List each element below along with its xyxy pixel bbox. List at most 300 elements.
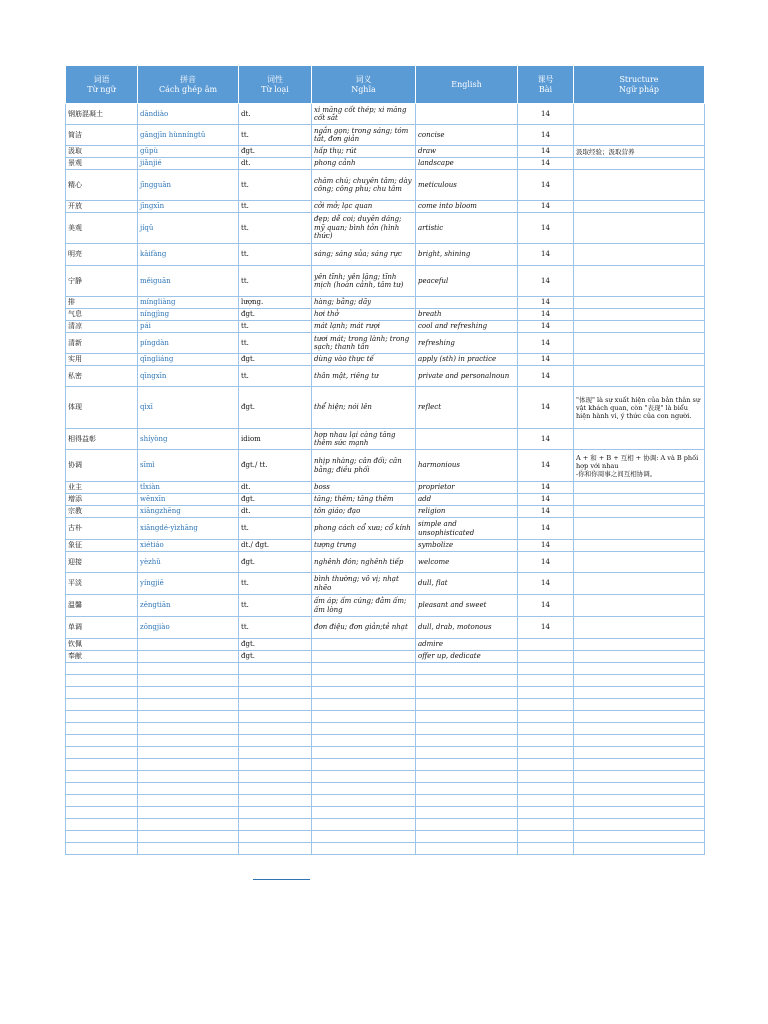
- cell-grammar[interactable]: [574, 125, 705, 146]
- cell-grammar[interactable]: [574, 552, 705, 573]
- cell-meaning[interactable]: tươi mát; trong lành; trong sạch; thanh tân: [312, 333, 416, 354]
- cell-word-type[interactable]: đgt.: [239, 354, 312, 366]
- cell-word-type[interactable]: tt.: [239, 213, 312, 244]
- empty-cell[interactable]: [138, 687, 239, 699]
- cell-lesson[interactable]: 14: [518, 297, 574, 309]
- cell-grammar[interactable]: [574, 297, 705, 309]
- empty-cell[interactable]: [518, 675, 574, 687]
- cell-pinyin[interactable]: xiāngdé-yìzhāng: [138, 518, 239, 540]
- cell-word[interactable]: 精心: [66, 170, 138, 201]
- empty-cell[interactable]: [574, 843, 705, 855]
- header-pinyin[interactable]: 拼音 Cách ghép âm: [138, 66, 239, 104]
- empty-cell[interactable]: [239, 711, 312, 723]
- cell-word[interactable]: 钢筋混凝土: [66, 104, 138, 125]
- cell-word[interactable]: 气息: [66, 309, 138, 321]
- cell-lesson[interactable]: 14: [518, 201, 574, 213]
- empty-cell[interactable]: [66, 807, 138, 819]
- empty-cell[interactable]: [518, 771, 574, 783]
- cell-lesson[interactable]: 14: [518, 429, 574, 450]
- cell-grammar[interactable]: [574, 213, 705, 244]
- cell-word-type[interactable]: đgt./ tt.: [239, 450, 312, 482]
- cell-grammar[interactable]: [574, 158, 705, 170]
- empty-cell[interactable]: [518, 843, 574, 855]
- empty-cell[interactable]: [138, 735, 239, 747]
- empty-cell[interactable]: [138, 807, 239, 819]
- cell-meaning[interactable]: đơn điệu; đơn giản;tẻ nhạt: [312, 617, 416, 639]
- cell-english[interactable]: add: [416, 494, 518, 506]
- empty-cell[interactable]: [518, 687, 574, 699]
- cell-lesson[interactable]: 14: [518, 244, 574, 266]
- empty-cell[interactable]: [239, 735, 312, 747]
- empty-cell[interactable]: [66, 687, 138, 699]
- cell-english[interactable]: offer up, dedicate: [416, 651, 518, 663]
- cell-word[interactable]: 奉献: [66, 651, 138, 663]
- cell-lesson[interactable]: 14: [518, 125, 574, 146]
- cell-pinyin[interactable]: qīngxīn: [138, 366, 239, 387]
- cell-lesson[interactable]: 14: [518, 540, 574, 552]
- empty-cell[interactable]: [138, 747, 239, 759]
- cell-lesson[interactable]: 14: [518, 482, 574, 494]
- cell-word[interactable]: 排: [66, 297, 138, 309]
- cell-word-type[interactable]: idiom: [239, 429, 312, 450]
- cell-english[interactable]: breath: [416, 309, 518, 321]
- cell-word-type[interactable]: tt.: [239, 201, 312, 213]
- cell-pinyin[interactable]: zēngtiān: [138, 595, 239, 617]
- cell-pinyin[interactable]: níngjìng: [138, 309, 239, 321]
- cell-english[interactable]: proprietor: [416, 482, 518, 494]
- cell-grammar[interactable]: "体现" là sự xuất hiện của bản thân sự vật khách quan, còn "表现" là biểu hiện hành vi, ý thức của con người.: [574, 387, 705, 429]
- cell-grammar[interactable]: [574, 651, 705, 663]
- empty-cell[interactable]: [66, 723, 138, 735]
- cell-meaning[interactable]: dùng vào thực tế: [312, 354, 416, 366]
- empty-cell[interactable]: [416, 843, 518, 855]
- cell-grammar[interactable]: [574, 201, 705, 213]
- cell-english[interactable]: welcome: [416, 552, 518, 573]
- empty-cell[interactable]: [138, 771, 239, 783]
- cell-meaning[interactable]: chăm chú; chuyên tâm; dày công; công phu; chu tâm: [312, 170, 416, 201]
- cell-meaning[interactable]: phong cách cổ xưa; cổ kính: [312, 518, 416, 540]
- cell-word[interactable]: 清新: [66, 333, 138, 354]
- cell-grammar[interactable]: [574, 309, 705, 321]
- empty-cell[interactable]: [66, 831, 138, 843]
- empty-cell[interactable]: [416, 675, 518, 687]
- cell-pinyin[interactable]: pái: [138, 321, 239, 333]
- cell-meaning[interactable]: ngắn gọn; trong sáng; tóm tắt, đơn giản: [312, 125, 416, 146]
- cell-word[interactable]: 单调: [66, 617, 138, 639]
- empty-cell[interactable]: [416, 663, 518, 675]
- empty-cell[interactable]: [518, 831, 574, 843]
- empty-cell[interactable]: [138, 783, 239, 795]
- cell-word-type[interactable]: lượng.: [239, 297, 312, 309]
- cell-lesson[interactable]: 14: [518, 595, 574, 617]
- cell-pinyin[interactable]: měiguān: [138, 266, 239, 297]
- empty-cell[interactable]: [66, 795, 138, 807]
- cell-pinyin[interactable]: wēnxīn: [138, 494, 239, 506]
- cell-pinyin[interactable]: kāifàng: [138, 244, 239, 266]
- empty-cell[interactable]: [239, 675, 312, 687]
- cell-word[interactable]: 相得益彰: [66, 429, 138, 450]
- cell-lesson[interactable]: 14: [518, 518, 574, 540]
- cell-pinyin[interactable]: yèzhǔ: [138, 552, 239, 573]
- cell-word-type[interactable]: dt.: [239, 158, 312, 170]
- cell-lesson[interactable]: 14: [518, 104, 574, 125]
- cell-pinyin[interactable]: xiāngzhēng: [138, 506, 239, 518]
- cell-lesson[interactable]: 14: [518, 354, 574, 366]
- empty-cell[interactable]: [518, 663, 574, 675]
- empty-cell[interactable]: [574, 723, 705, 735]
- empty-cell[interactable]: [239, 843, 312, 855]
- cell-english[interactable]: reflect: [416, 387, 518, 429]
- cell-word-type[interactable]: đgt.: [239, 552, 312, 573]
- cell-grammar[interactable]: [574, 366, 705, 387]
- empty-cell[interactable]: [138, 675, 239, 687]
- cell-word-type[interactable]: dt./ đgt.: [239, 540, 312, 552]
- empty-cell[interactable]: [312, 831, 416, 843]
- cell-meaning[interactable]: tượng trưng: [312, 540, 416, 552]
- empty-cell[interactable]: [138, 723, 239, 735]
- empty-cell[interactable]: [66, 747, 138, 759]
- cell-lesson[interactable]: 14: [518, 366, 574, 387]
- cell-grammar[interactable]: [574, 429, 705, 450]
- cell-meaning[interactable]: thể hiện; nói lên: [312, 387, 416, 429]
- cell-lesson[interactable]: 14: [518, 573, 574, 595]
- empty-cell[interactable]: [416, 687, 518, 699]
- empty-cell[interactable]: [312, 747, 416, 759]
- cell-word-type[interactable]: tt.: [239, 244, 312, 266]
- cell-lesson[interactable]: 14: [518, 158, 574, 170]
- cell-lesson[interactable]: 14: [518, 213, 574, 244]
- empty-cell[interactable]: [312, 771, 416, 783]
- cell-word-type[interactable]: tt.: [239, 595, 312, 617]
- empty-cell[interactable]: [138, 795, 239, 807]
- cell-grammar[interactable]: [574, 244, 705, 266]
- cell-grammar[interactable]: [574, 617, 705, 639]
- empty-cell[interactable]: [239, 831, 312, 843]
- cell-meaning[interactable]: đẹp; dễ coi; duyên dáng; mỹ quan; bình tỏn (hình thức): [312, 213, 416, 244]
- cell-word[interactable]: 平淡: [66, 573, 138, 595]
- cell-lesson[interactable]: 14: [518, 494, 574, 506]
- cell-pinyin[interactable]: píngdàn: [138, 333, 239, 354]
- cell-english[interactable]: [416, 429, 518, 450]
- cell-word-type[interactable]: tt.: [239, 170, 312, 201]
- cell-grammar[interactable]: [574, 518, 705, 540]
- empty-cell[interactable]: [574, 831, 705, 843]
- empty-cell[interactable]: [574, 675, 705, 687]
- cell-meaning[interactable]: mát lạnh; mát rượi: [312, 321, 416, 333]
- cell-english[interactable]: cool and refreshing: [416, 321, 518, 333]
- empty-cell[interactable]: [416, 795, 518, 807]
- cell-lesson[interactable]: 14: [518, 266, 574, 297]
- cell-word[interactable]: 温馨: [66, 595, 138, 617]
- empty-cell[interactable]: [239, 663, 312, 675]
- cell-grammar[interactable]: [574, 595, 705, 617]
- cell-word-type[interactable]: dt.: [239, 506, 312, 518]
- cell-meaning[interactable]: sáng; sáng sủa; sáng rực: [312, 244, 416, 266]
- cell-word[interactable]: 迎接: [66, 552, 138, 573]
- cell-english[interactable]: harmonious: [416, 450, 518, 482]
- cell-word[interactable]: 象征: [66, 540, 138, 552]
- cell-word-type[interactable]: tt.: [239, 573, 312, 595]
- cell-pinyin[interactable]: jíqǔ: [138, 213, 239, 244]
- cell-english[interactable]: [416, 297, 518, 309]
- empty-cell[interactable]: [416, 831, 518, 843]
- cell-word-type[interactable]: tt.: [239, 333, 312, 354]
- cell-pinyin[interactable]: jīngguān: [138, 170, 239, 201]
- cell-word[interactable]: 增添: [66, 494, 138, 506]
- cell-word[interactable]: 明亮: [66, 244, 138, 266]
- empty-cell[interactable]: [239, 771, 312, 783]
- cell-meaning[interactable]: xi măng cốt thép; xi măng cốt sắt: [312, 104, 416, 125]
- cell-meaning[interactable]: nhịp nhàng; cân đối; cân bằng; điều phối: [312, 450, 416, 482]
- empty-cell[interactable]: [66, 759, 138, 771]
- empty-cell[interactable]: [574, 663, 705, 675]
- cell-word[interactable]: 体现: [66, 387, 138, 429]
- cell-grammar[interactable]: [574, 639, 705, 651]
- empty-cell[interactable]: [416, 783, 518, 795]
- empty-cell[interactable]: [416, 807, 518, 819]
- cell-word-type[interactable]: đgt.: [239, 309, 312, 321]
- cell-grammar[interactable]: [574, 506, 705, 518]
- cell-meaning[interactable]: hơi thở: [312, 309, 416, 321]
- cell-grammar[interactable]: 汲取经验；汲取营养: [574, 146, 705, 158]
- empty-cell[interactable]: [416, 735, 518, 747]
- cell-word-type[interactable]: đgt.: [239, 639, 312, 651]
- cell-grammar[interactable]: [574, 482, 705, 494]
- cell-meaning[interactable]: hợp nhau lại càng tăng thêm sức mạnh: [312, 429, 416, 450]
- cell-meaning[interactable]: cởi mở; lạc quan: [312, 201, 416, 213]
- cell-pinyin[interactable]: qīngliáng: [138, 354, 239, 366]
- cell-meaning[interactable]: thân mật, riêng tư: [312, 366, 416, 387]
- empty-cell[interactable]: [416, 819, 518, 831]
- empty-cell[interactable]: [312, 819, 416, 831]
- cell-english[interactable]: symbolize: [416, 540, 518, 552]
- cell-lesson[interactable]: 14: [518, 170, 574, 201]
- empty-cell[interactable]: [574, 699, 705, 711]
- empty-cell[interactable]: [239, 807, 312, 819]
- cell-pinyin[interactable]: [138, 639, 239, 651]
- empty-cell[interactable]: [518, 711, 574, 723]
- cell-english[interactable]: peaceful: [416, 266, 518, 297]
- empty-cell[interactable]: [66, 735, 138, 747]
- cell-meaning[interactable]: bình thường; vô vị; nhạt nhẽo: [312, 573, 416, 595]
- empty-cell[interactable]: [312, 723, 416, 735]
- empty-cell[interactable]: [518, 795, 574, 807]
- cell-pinyin[interactable]: xiétiáo: [138, 540, 239, 552]
- header-grammar[interactable]: Structure Ngữ pháp: [574, 66, 705, 104]
- header-word-type[interactable]: 词性 Từ loại: [239, 66, 312, 104]
- cell-pinyin[interactable]: dāndiào: [138, 104, 239, 125]
- empty-cell[interactable]: [416, 759, 518, 771]
- empty-cell[interactable]: [574, 795, 705, 807]
- cell-lesson[interactable]: 14: [518, 552, 574, 573]
- cell-word[interactable]: 汲取: [66, 146, 138, 158]
- cell-lesson[interactable]: 14: [518, 146, 574, 158]
- empty-cell[interactable]: [574, 735, 705, 747]
- cell-word-type[interactable]: đgt.: [239, 494, 312, 506]
- empty-cell[interactable]: [574, 747, 705, 759]
- empty-cell[interactable]: [574, 687, 705, 699]
- cell-pinyin[interactable]: gǔpù: [138, 146, 239, 158]
- empty-cell[interactable]: [66, 783, 138, 795]
- cell-english[interactable]: dull, flat: [416, 573, 518, 595]
- cell-word-type[interactable]: tt.: [239, 321, 312, 333]
- cell-meaning[interactable]: phong cảnh: [312, 158, 416, 170]
- cell-grammar[interactable]: [574, 494, 705, 506]
- cell-meaning[interactable]: tăng; thêm; tăng thêm: [312, 494, 416, 506]
- cell-word[interactable]: 业主: [66, 482, 138, 494]
- cell-word[interactable]: 美观: [66, 213, 138, 244]
- cell-word[interactable]: 宗教: [66, 506, 138, 518]
- empty-cell[interactable]: [239, 747, 312, 759]
- cell-meaning[interactable]: [312, 639, 416, 651]
- cell-word-type[interactable]: đgt.: [239, 146, 312, 158]
- cell-english[interactable]: landscape: [416, 158, 518, 170]
- empty-cell[interactable]: [416, 699, 518, 711]
- header-word[interactable]: 词语 Từ ngữ: [66, 66, 138, 104]
- cell-english[interactable]: draw: [416, 146, 518, 158]
- empty-cell[interactable]: [518, 723, 574, 735]
- empty-cell[interactable]: [138, 711, 239, 723]
- empty-cell[interactable]: [138, 663, 239, 675]
- cell-word-type[interactable]: dt.: [239, 104, 312, 125]
- cell-english[interactable]: bright, shining: [416, 244, 518, 266]
- empty-cell[interactable]: [138, 819, 239, 831]
- cell-meaning[interactable]: ấm áp; ấm cúng; đằm ấm; ấm lòng: [312, 595, 416, 617]
- cell-lesson[interactable]: 14: [518, 617, 574, 639]
- cell-grammar[interactable]: [574, 333, 705, 354]
- empty-cell[interactable]: [312, 795, 416, 807]
- cell-english[interactable]: religion: [416, 506, 518, 518]
- cell-meaning[interactable]: tôn giáo; đạo: [312, 506, 416, 518]
- empty-cell[interactable]: [312, 699, 416, 711]
- empty-cell[interactable]: [312, 807, 416, 819]
- cell-lesson[interactable]: 14: [518, 387, 574, 429]
- cell-meaning[interactable]: hàng; bằng; dãy: [312, 297, 416, 309]
- empty-cell[interactable]: [66, 711, 138, 723]
- cell-pinyin[interactable]: jīngxīn: [138, 201, 239, 213]
- cell-meaning[interactable]: boss: [312, 482, 416, 494]
- empty-cell[interactable]: [138, 831, 239, 843]
- empty-cell[interactable]: [416, 771, 518, 783]
- cell-meaning[interactable]: yên tĩnh; yên lặng; tĩnh mịch (hoàn cảnh, tâm tư): [312, 266, 416, 297]
- cell-english[interactable]: come into bloom: [416, 201, 518, 213]
- cell-grammar[interactable]: [574, 573, 705, 595]
- header-meaning[interactable]: 词义 Nghĩa: [312, 66, 416, 104]
- cell-grammar[interactable]: [574, 540, 705, 552]
- cell-pinyin[interactable]: gāngjīn hùnníngtǔ: [138, 125, 239, 146]
- cell-grammar[interactable]: [574, 354, 705, 366]
- empty-cell[interactable]: [66, 819, 138, 831]
- empty-cell[interactable]: [239, 783, 312, 795]
- cell-english[interactable]: [416, 104, 518, 125]
- cell-word-type[interactable]: đgt.: [239, 651, 312, 663]
- empty-cell[interactable]: [312, 735, 416, 747]
- empty-cell[interactable]: [239, 723, 312, 735]
- empty-cell[interactable]: [574, 759, 705, 771]
- header-english[interactable]: English: [416, 66, 518, 104]
- cell-pinyin[interactable]: sīmì: [138, 450, 239, 482]
- empty-cell[interactable]: [66, 675, 138, 687]
- cell-grammar[interactable]: [574, 170, 705, 201]
- cell-lesson[interactable]: [518, 651, 574, 663]
- empty-cell[interactable]: [518, 759, 574, 771]
- header-lesson[interactable]: 课号 Bài: [518, 66, 574, 104]
- cell-pinyin[interactable]: [138, 651, 239, 663]
- empty-cell[interactable]: [66, 699, 138, 711]
- cell-pinyin[interactable]: jiǎnjié: [138, 158, 239, 170]
- cell-meaning[interactable]: [312, 651, 416, 663]
- empty-cell[interactable]: [518, 783, 574, 795]
- cell-english[interactable]: admire: [416, 639, 518, 651]
- empty-cell[interactable]: [239, 687, 312, 699]
- cell-word[interactable]: 简洁: [66, 125, 138, 146]
- empty-cell[interactable]: [574, 819, 705, 831]
- empty-cell[interactable]: [518, 699, 574, 711]
- cell-english[interactable]: refreshing: [416, 333, 518, 354]
- cell-word-type[interactable]: tt.: [239, 617, 312, 639]
- cell-word-type[interactable]: đgt.: [239, 387, 312, 429]
- cell-lesson[interactable]: 14: [518, 321, 574, 333]
- cell-pinyin[interactable]: qìxī: [138, 387, 239, 429]
- empty-cell[interactable]: [312, 675, 416, 687]
- cell-lesson[interactable]: 14: [518, 309, 574, 321]
- cell-grammar[interactable]: [574, 104, 705, 125]
- cell-english[interactable]: artistic: [416, 213, 518, 244]
- cell-english[interactable]: apply (sth) in practice: [416, 354, 518, 366]
- cell-meaning[interactable]: hấp thụ; rút: [312, 146, 416, 158]
- cell-grammar[interactable]: [574, 266, 705, 297]
- empty-cell[interactable]: [312, 663, 416, 675]
- cell-word[interactable]: 钦佩: [66, 639, 138, 651]
- cell-word-type[interactable]: tt.: [239, 266, 312, 297]
- empty-cell[interactable]: [416, 711, 518, 723]
- empty-cell[interactable]: [138, 759, 239, 771]
- empty-cell[interactable]: [66, 771, 138, 783]
- cell-word-type[interactable]: tt.: [239, 125, 312, 146]
- cell-lesson[interactable]: 14: [518, 450, 574, 482]
- cell-english[interactable]: simple and unsophisticated: [416, 518, 518, 540]
- empty-cell[interactable]: [574, 711, 705, 723]
- empty-cell[interactable]: [574, 771, 705, 783]
- cell-english[interactable]: meticulous: [416, 170, 518, 201]
- cell-lesson[interactable]: 14: [518, 506, 574, 518]
- cell-word[interactable]: 私密: [66, 366, 138, 387]
- cell-lesson[interactable]: 14: [518, 333, 574, 354]
- cell-grammar[interactable]: A + 和 + B + 互相 + 协调: A và B phối hợp với nhau -你和你周事之间互相协调。: [574, 450, 705, 482]
- empty-cell[interactable]: [239, 759, 312, 771]
- cell-english[interactable]: private and personalnoun: [416, 366, 518, 387]
- empty-cell[interactable]: [312, 843, 416, 855]
- cell-pinyin[interactable]: tǐxiàn: [138, 482, 239, 494]
- empty-cell[interactable]: [239, 819, 312, 831]
- cell-english[interactable]: dull, drab, motonous: [416, 617, 518, 639]
- cell-word-type[interactable]: tt.: [239, 518, 312, 540]
- cell-pinyin[interactable]: shíyòng: [138, 429, 239, 450]
- cell-word-type[interactable]: dt.: [239, 482, 312, 494]
- empty-cell[interactable]: [66, 663, 138, 675]
- empty-cell[interactable]: [239, 699, 312, 711]
- cell-word[interactable]: 景观: [66, 158, 138, 170]
- empty-cell[interactable]: [138, 699, 239, 711]
- empty-cell[interactable]: [312, 711, 416, 723]
- empty-cell[interactable]: [138, 843, 239, 855]
- empty-cell[interactable]: [518, 747, 574, 759]
- cell-meaning[interactable]: nghênh đón; nghênh tiếp: [312, 552, 416, 573]
- empty-cell[interactable]: [518, 807, 574, 819]
- cell-lesson[interactable]: [518, 639, 574, 651]
- empty-cell[interactable]: [312, 687, 416, 699]
- cell-word[interactable]: 宁静: [66, 266, 138, 297]
